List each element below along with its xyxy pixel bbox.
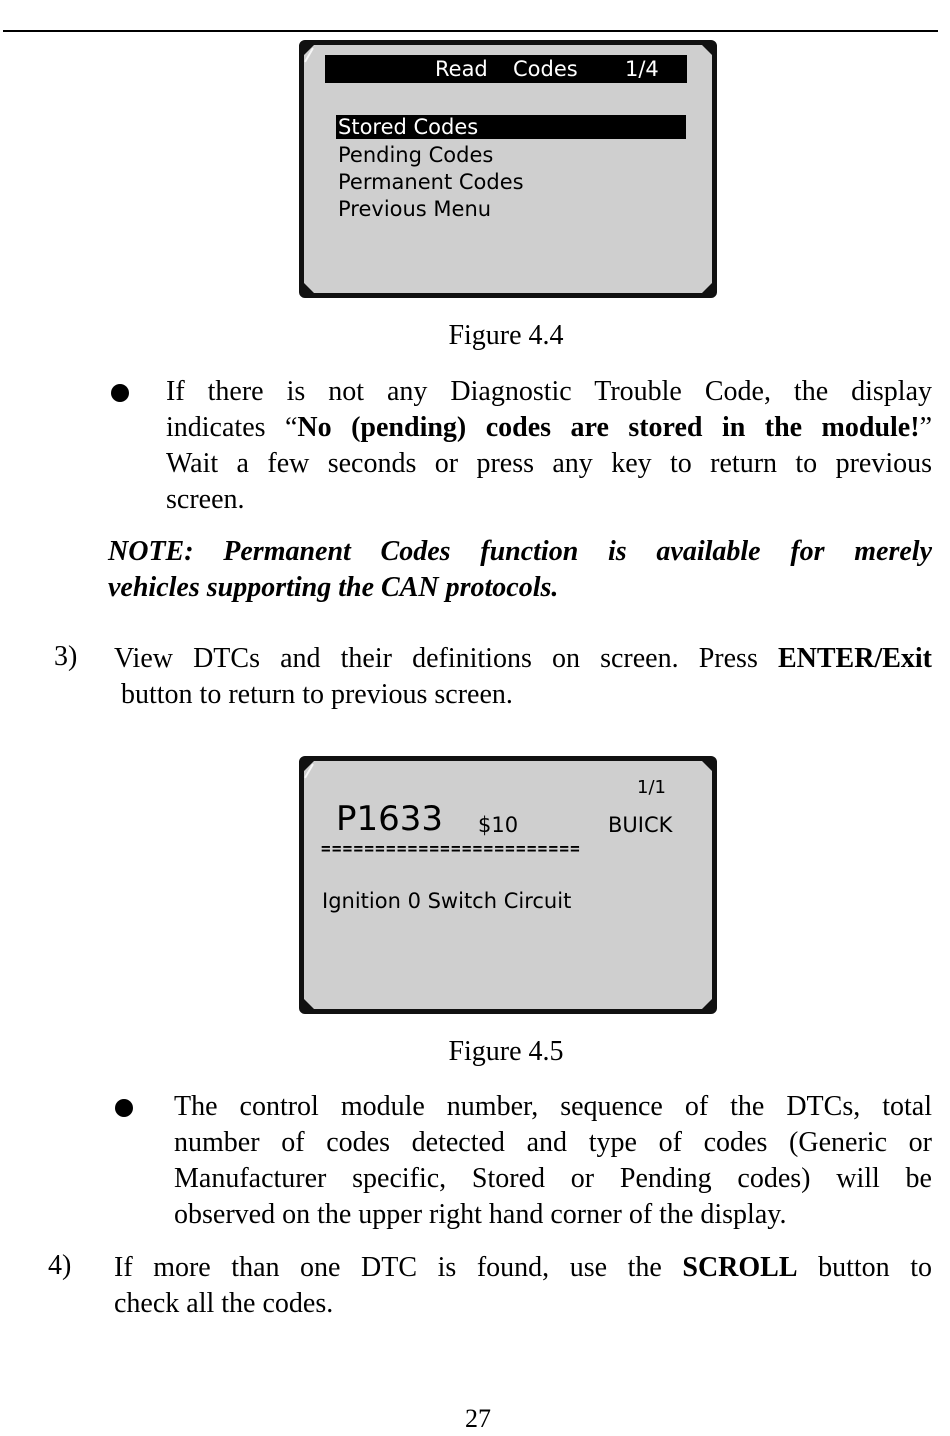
screen-title-bar xyxy=(325,55,687,83)
bullet-paragraph-display-info xyxy=(174,1089,932,1233)
bullet-icon xyxy=(111,384,129,402)
text-line xyxy=(166,410,932,446)
bullet-icon xyxy=(115,1099,133,1117)
text-line: screen. xyxy=(166,484,245,515)
text-line: observed on the upper right hand corner of the display. xyxy=(174,1199,787,1230)
dtc-code: P1633 xyxy=(336,799,444,839)
text-line: number of codes detected and type of codes (Generic or xyxy=(174,1127,932,1158)
text-run: View DTCs and their definitions on screen. Press xyxy=(114,643,778,674)
dtc-definition: Ignition 0 Switch Circuit xyxy=(322,889,572,913)
text-line: Wait a few seconds or press any key to return to previous xyxy=(166,448,932,479)
screen-separator: ======================== xyxy=(321,839,581,858)
text-line: NOTE: Permanent Codes function is available for merely xyxy=(108,536,932,567)
scan-tool-screen-dtc xyxy=(299,756,717,1014)
text-run: button to xyxy=(797,1252,932,1283)
scan-tool-screen-read-codes xyxy=(299,40,717,298)
emphasis-message: No (pending) codes are stored in the module! xyxy=(297,412,920,443)
screen-corner xyxy=(701,760,713,772)
text-run: indicates “ xyxy=(166,412,298,443)
text-line: Manufacturer specific, Stored or Pending codes) will be xyxy=(174,1163,932,1194)
text-line xyxy=(114,641,932,677)
text-line: vehicles supporting the CAN protocols. xyxy=(108,572,559,603)
step-3-paragraph xyxy=(114,641,932,713)
screen-title-read: Read xyxy=(435,57,488,81)
dtc-manufacturer: BUICK xyxy=(608,813,673,837)
screen-title-codes: Codes xyxy=(513,57,578,81)
screen-corner xyxy=(701,44,713,56)
header-rule xyxy=(3,30,938,32)
key-name: ENTER/Exit xyxy=(777,643,932,674)
step-4-paragraph xyxy=(114,1250,932,1322)
menu-item-permanent-codes[interactable]: Permanent Codes xyxy=(338,170,524,194)
step-number: 3) xyxy=(54,641,78,672)
note-paragraph xyxy=(108,534,932,606)
dtc-sequence: 1/1 xyxy=(637,777,666,798)
read-codes-menu xyxy=(336,115,686,223)
figure-caption: Figure 4.5 xyxy=(448,1036,564,1067)
screen-corner xyxy=(303,282,315,294)
menu-item-pending-codes[interactable]: Pending Codes xyxy=(338,143,494,167)
screen-title-page: 1/4 xyxy=(625,57,659,81)
menu-item-previous-menu[interactable]: Previous Menu xyxy=(338,197,492,221)
text-line xyxy=(114,1250,932,1286)
menu-item-stored-codes[interactable]: Stored Codes xyxy=(336,115,686,139)
text-line: check all the codes. xyxy=(114,1288,334,1319)
text-run: ” xyxy=(919,412,932,443)
page-number: 27 xyxy=(465,1404,491,1433)
text-line: button to return to previous screen. xyxy=(121,679,513,710)
screen-corner xyxy=(701,998,713,1010)
text-line: If there is not any Diagnostic Trouble Code, the display xyxy=(166,376,932,407)
key-name: SCROLL xyxy=(682,1252,798,1283)
text-line: The control module number, sequence of the DTCs, total xyxy=(174,1091,932,1122)
step-number: 4) xyxy=(48,1250,72,1281)
screen-corner xyxy=(303,998,315,1010)
figure-caption: Figure 4.4 xyxy=(448,320,564,351)
screen-corner xyxy=(701,282,713,294)
bullet-paragraph-no-codes xyxy=(166,374,932,518)
text-run: If more than one DTC is found, use the xyxy=(114,1252,683,1283)
dtc-module-number: $10 xyxy=(478,813,519,837)
